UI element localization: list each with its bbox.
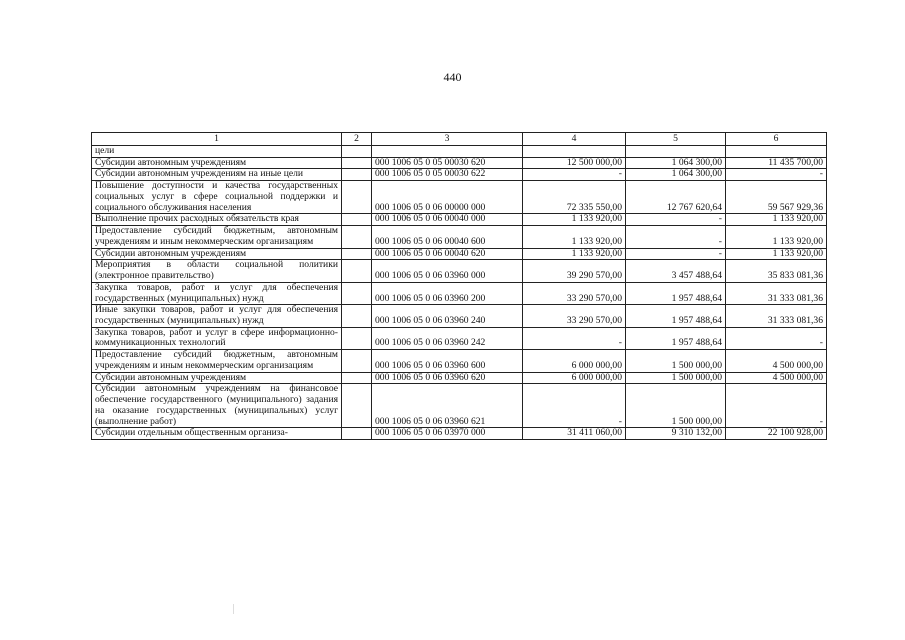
table-row	[92, 169, 827, 181]
row-code-cell: 000 1006 05 0 06 00040 600	[372, 226, 523, 248]
row-executed-value-cell: 12 767 620,64	[626, 181, 726, 214]
row-remaining-value-cell: 11 435 700,00	[726, 157, 827, 169]
row-plan-value-cell: 1 133 920,00	[523, 226, 626, 248]
row-name-cell: Повышение доступности и качества государственных социальных услуг в сфере социальной поддержки и социального обслуживания населения	[92, 181, 342, 214]
row-executed-value-cell: 1 500 000,00	[626, 372, 726, 384]
row-col2-cell	[342, 214, 372, 226]
row-executed-value-cell: -	[626, 214, 726, 226]
table-row	[92, 327, 827, 349]
row-col2-cell	[342, 305, 372, 327]
row-executed-value-cell: 1 064 300,00	[626, 157, 726, 169]
table-row	[92, 226, 827, 248]
row-plan-value-cell: 31 411 060,00	[523, 428, 626, 440]
row-code-cell: 000 1006 05 0 06 03960 000	[372, 260, 523, 282]
row-code-cell: 000 1006 05 0 06 03960 200	[372, 282, 523, 304]
row-executed-value-cell	[626, 146, 726, 158]
row-code-cell	[372, 146, 523, 158]
column-header-3: 3	[372, 133, 523, 146]
row-remaining-value-cell: -	[726, 384, 827, 428]
table-row	[92, 157, 827, 169]
row-plan-value-cell: 33 290 570,00	[523, 305, 626, 327]
column-header-4: 4	[523, 133, 626, 146]
row-executed-value-cell: -	[626, 226, 726, 248]
row-plan-value-cell	[523, 146, 626, 158]
row-plan-value-cell: 72 335 550,00	[523, 181, 626, 214]
row-name-cell: Субсидии автономным учреждениям	[92, 372, 342, 384]
row-executed-value-cell: 1 957 488,64	[626, 305, 726, 327]
row-plan-value-cell: -	[523, 169, 626, 181]
column-header-1: 1	[92, 133, 342, 146]
row-plan-value-cell: 39 290 570,00	[523, 260, 626, 282]
row-remaining-value-cell: 1 133 920,00	[726, 248, 827, 260]
table-row	[92, 384, 827, 428]
row-name-cell: Мероприятия в области социальной политики (электронное правительство)	[92, 260, 342, 282]
row-executed-value-cell: 1 500 000,00	[626, 350, 726, 372]
row-executed-value-cell: 1 957 488,64	[626, 282, 726, 304]
table-row	[92, 282, 827, 304]
row-plan-value-cell: -	[523, 327, 626, 349]
row-code-cell: 000 1006 05 0 06 03960 620	[372, 372, 523, 384]
row-col2-cell	[342, 248, 372, 260]
table-row	[92, 214, 827, 226]
row-code-cell: 000 1006 05 0 06 03970 000	[372, 428, 523, 440]
column-header-2: 2	[342, 133, 372, 146]
table-row	[92, 350, 827, 372]
budget-table	[91, 132, 827, 440]
row-remaining-value-cell: 31 333 081,36	[726, 282, 827, 304]
row-code-cell: 000 1006 05 0 06 03960 240	[372, 305, 523, 327]
table-row	[92, 181, 827, 214]
row-remaining-value-cell: 1 133 920,00	[726, 226, 827, 248]
row-col2-cell	[342, 372, 372, 384]
row-code-cell: 000 1006 05 0 05 00030 620	[372, 157, 523, 169]
row-name-cell: Субсидии автономным учреждениям	[92, 248, 342, 260]
row-executed-value-cell: -	[626, 248, 726, 260]
row-executed-value-cell: 1 064 300,00	[626, 169, 726, 181]
row-name-cell: Субсидии автономным учреждениям на иные цели	[92, 169, 342, 181]
row-name-cell: Предоставление субсидий бюджетным, автономным учреждениям и иным некоммерческим организациям	[92, 226, 342, 248]
row-remaining-value-cell: 31 333 081,36	[726, 305, 827, 327]
table-row	[92, 372, 827, 384]
row-remaining-value-cell: -	[726, 327, 827, 349]
row-col2-cell	[342, 260, 372, 282]
row-name-cell: Выполнение прочих расходных обязательств края	[92, 214, 342, 226]
row-plan-value-cell: -	[523, 384, 626, 428]
column-header-5: 5	[626, 133, 726, 146]
row-code-cell: 000 1006 05 0 06 00040 000	[372, 214, 523, 226]
row-plan-value-cell: 1 133 920,00	[523, 248, 626, 260]
row-col2-cell	[342, 169, 372, 181]
row-code-cell: 000 1006 05 0 06 03960 600	[372, 350, 523, 372]
row-executed-value-cell: 3 457 488,64	[626, 260, 726, 282]
row-plan-value-cell: 6 000 000,00	[523, 372, 626, 384]
row-code-cell: 000 1006 05 0 06 00040 620	[372, 248, 523, 260]
row-name-cell: Субсидии автономным учреждениям	[92, 157, 342, 169]
row-col2-cell	[342, 146, 372, 158]
row-name-cell: Субсидии отдельным общественным организа-	[92, 428, 342, 440]
row-plan-value-cell: 6 000 000,00	[523, 350, 626, 372]
row-remaining-value-cell: 4 500 000,00	[726, 350, 827, 372]
row-code-cell: 000 1006 05 0 06 00000 000	[372, 181, 523, 214]
table-body	[92, 146, 827, 440]
table-row	[92, 248, 827, 260]
page-number: 440	[443, 70, 462, 84]
row-remaining-value-cell	[726, 146, 827, 158]
row-name-cell: Субсидии автономным учреждениям на финансовое обеспечение государственного (муниципального) задания на оказание государственных (муниципальных) услуг (выполнение работ)	[92, 384, 342, 428]
row-name-cell: Закупка товаров, работ и услуг для обеспечения государственных (муниципальных) нужд	[92, 282, 342, 304]
row-code-cell: 000 1006 05 0 06 03960 621	[372, 384, 523, 428]
table-row	[92, 305, 827, 327]
row-col2-cell	[342, 157, 372, 169]
row-col2-cell	[342, 384, 372, 428]
table-row	[92, 428, 827, 440]
table-row	[92, 260, 827, 282]
row-name-cell: Закупка товаров, работ и услуг в сфере информационно-коммуникационных технологий	[92, 327, 342, 349]
row-col2-cell	[342, 226, 372, 248]
row-remaining-value-cell: 59 567 929,36	[726, 181, 827, 214]
row-code-cell: 000 1006 05 0 06 03960 242	[372, 327, 523, 349]
row-executed-value-cell: 9 310 132,00	[626, 428, 726, 440]
row-name-cell: Иные закупки товаров, работ и услуг для обеспечения государственных (муниципальных) нужд	[92, 305, 342, 327]
row-executed-value-cell: 1 500 000,00	[626, 384, 726, 428]
row-remaining-value-cell: 1 133 920,00	[726, 214, 827, 226]
row-col2-cell	[342, 428, 372, 440]
scan-mark	[233, 604, 234, 614]
row-plan-value-cell: 1 133 920,00	[523, 214, 626, 226]
table-row	[92, 146, 827, 158]
row-remaining-value-cell: -	[726, 169, 827, 181]
row-executed-value-cell: 1 957 488,64	[626, 327, 726, 349]
row-remaining-value-cell: 22 100 928,00	[726, 428, 827, 440]
column-header-6: 6	[726, 133, 827, 146]
row-name-cell: Предоставление субсидий бюджетным, автономным учреждениям и иным некоммерческим организациям	[92, 350, 342, 372]
row-remaining-value-cell: 35 833 081,36	[726, 260, 827, 282]
row-col2-cell	[342, 350, 372, 372]
row-plan-value-cell: 12 500 000,00	[523, 157, 626, 169]
row-col2-cell	[342, 181, 372, 214]
row-col2-cell	[342, 327, 372, 349]
row-plan-value-cell: 33 290 570,00	[523, 282, 626, 304]
row-name-cell: цели	[92, 146, 342, 158]
row-col2-cell	[342, 282, 372, 304]
row-remaining-value-cell: 4 500 000,00	[726, 372, 827, 384]
row-code-cell: 000 1006 05 0 05 00030 622	[372, 169, 523, 181]
table-header-row	[92, 133, 827, 146]
